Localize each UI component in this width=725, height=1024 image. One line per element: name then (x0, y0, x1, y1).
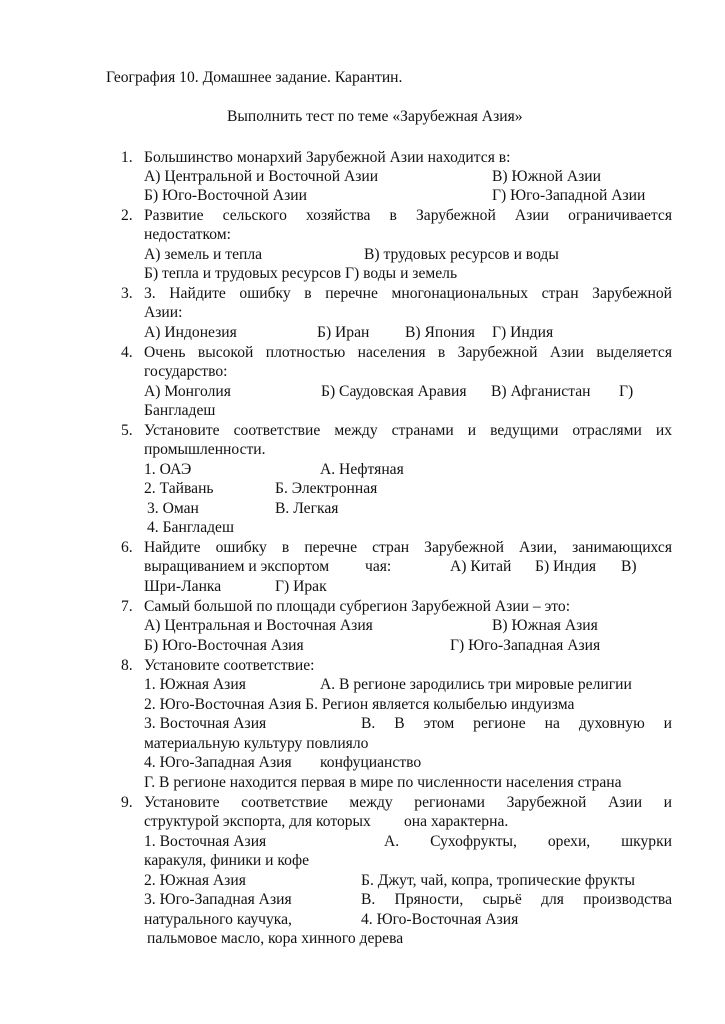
question-number: 3. (121, 285, 133, 302)
answer-option: А) Центральной и Восточной Азии (144, 168, 379, 185)
match-item: 2. Юго-Восточная Азия Б. Регион является колыбелью индуизма (144, 696, 575, 713)
answer-option: А) Монголия (144, 383, 231, 400)
answer-option: А) земель и тепла (144, 246, 263, 263)
answer-option: А) Центральная и Восточная Азия (144, 617, 373, 634)
answer-option: В) трудовых ресурсов и воды (364, 246, 559, 263)
answer-option: Г) (619, 383, 634, 400)
answer-option: А) Индонезия (144, 324, 237, 341)
match-item: натурального каучука, (144, 911, 292, 928)
question-number: 6. (121, 539, 133, 556)
question-number: 5. (121, 422, 133, 439)
question-number: 2. (121, 207, 133, 224)
answer-option: Б) Юго-Восточной Азии (144, 187, 307, 204)
question-text: она характерна. (404, 813, 509, 830)
match-item: 4. Бангладеш (147, 519, 234, 536)
question-text: Самый большой по площади субрегион Зарубежной Азии – это: (144, 598, 571, 615)
match-item: 4. Юго-Восточная Азия (361, 911, 519, 928)
match-item: А. Сухофрукты, орехи, шкурки (384, 833, 672, 850)
match-item: 2. Южная Азия (144, 872, 246, 889)
question-number: 7. (121, 598, 133, 615)
question-text: государство: (144, 363, 228, 380)
answer-option: В) Япония (405, 324, 475, 341)
answer-option: А) Китай (450, 558, 512, 575)
answer-option: В) (621, 558, 637, 575)
answer-option: В) Южной Азии (492, 168, 601, 185)
document-title: Выполнить тест по теме «Зарубежная Азия» (227, 108, 523, 125)
question-number: 1. (121, 149, 133, 166)
match-item: Б. Электронная (275, 480, 378, 497)
question-text: Установите соответствие между регионами Зарубежной Азии и (144, 794, 672, 811)
answer-option: Б) Саудовская Аравия (321, 383, 467, 400)
match-item: А. В регионе зародились три мировые религии (320, 676, 632, 693)
match-item: В. Легкая (275, 500, 339, 517)
answer-option: Г) Юго-Западная Азия (450, 637, 601, 654)
answer-option: Б) тепла и трудовых ресурсов Г) воды и земель (144, 265, 458, 282)
match-item: конфуцианство (320, 754, 422, 771)
answer-option: Шри-Ланка (144, 578, 222, 595)
match-item: 3. Оман (147, 500, 199, 517)
match-item: 1. Восточная Азия (144, 833, 267, 850)
answer-option: Г) Индия (492, 324, 554, 341)
answer-option: Г) Юго-Западной Азии (492, 187, 646, 204)
match-item: 1. Южная Азия (144, 676, 246, 693)
question-number: 8. (121, 657, 133, 674)
question-text: выращиванием и экспортом (144, 558, 330, 575)
match-item: Б. Джут, чай, копра, тропические фрукты (361, 872, 636, 889)
question-text: Очень высокой плотностью населения в Зарубежной Азии выделяется (144, 344, 672, 361)
answer-option: Б) Юго-Восточная Азия (144, 637, 304, 654)
match-item: материальную культуру повлияло (144, 735, 369, 752)
match-item: Г. В регионе находится первая в мире по численности населения страна (144, 774, 622, 791)
question-number: 9. (121, 794, 133, 811)
answer-option: В) Южная Азия (492, 617, 598, 634)
answer-option: Б) Иран (317, 324, 370, 341)
answer-option: Бангладеш (144, 402, 216, 419)
answer-option: В) Афганистан (491, 383, 591, 400)
question-text: Азии: (144, 304, 183, 321)
question-text: Развитие сельского хозяйства в Зарубежной Азии ограничивается (144, 207, 672, 224)
match-item: пальмовое масло, кора хинного дерева (147, 930, 404, 947)
question-text: промышленности. (144, 441, 266, 458)
question-text: недостатком: (144, 226, 231, 243)
match-item: В. Пряности, сырьё для производства (361, 891, 672, 908)
question-text: структурой экспорта, для которых (144, 813, 371, 830)
match-item: А. Нефтяная (320, 461, 404, 478)
question-number: 4. (121, 344, 133, 361)
document-header: География 10. Домашнее задание. Карантин. (106, 69, 403, 86)
question-text: чая: (365, 558, 392, 575)
answer-option: Г) Ирак (275, 578, 327, 595)
question-text: 3. Найдите ошибку в перечне многонациональных стран Зарубежной (144, 285, 672, 302)
match-item: В. В этом регионе на духовную и (361, 715, 672, 732)
question-text: Найдите ошибку в перечне стран Зарубежной Азии, занимающихся (144, 539, 672, 556)
match-item: 4. Юго-Западная Азия (144, 754, 292, 771)
question-text: Большинство монархий Зарубежной Азии находится в: (144, 149, 511, 166)
question-text: Установите соответствие: (144, 657, 315, 674)
match-item: 1. ОАЭ (144, 461, 192, 478)
match-item: 2. Тайвань (144, 480, 214, 497)
question-text: Установите соответствие между странами и ведущими отраслями их (144, 422, 672, 439)
match-item: каракуля, финики и кофе (144, 852, 310, 869)
answer-option: Б) Индия (535, 558, 597, 575)
match-item: 3. Восточная Азия (144, 715, 267, 732)
match-item: 3. Юго-Западная Азия (144, 891, 292, 908)
